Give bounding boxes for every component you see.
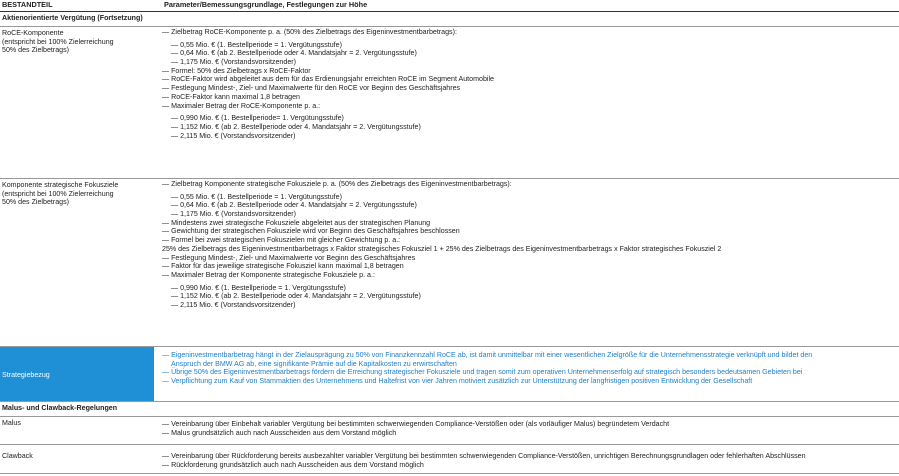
- formula-line: 25% des Zielbetrags des Eigeninvestmentbarbetrags x Faktor strategisches Fokusziel 1 + 25% des Zielbetrags des Eigeninvestmentbarbetrags x Faktor strategisches Fokusziel 2: [162, 244, 722, 253]
- list-item: — Malus grundsätzlich auch nach Ausscheiden aus dem Vorstand möglich: [162, 428, 397, 437]
- list-item: — 0,64 Mio. € (ab 2. Bestellperiode oder 4. Mandatsjahr = 2. Vergütungsstufe): [171, 201, 417, 210]
- row-subtitle: (entspricht bei 100% Zielerreichung: [2, 189, 114, 198]
- list-item: — Zielbetrag RoCE-Komponente p. a. (50% des Zielbetrags des Eigeninvestmentbarbetrags):: [162, 28, 457, 36]
- list-item: — Vereinbarung über Rückforderung bereits ausbezahlter variabler Vergütung bei bestimmten schwerwiegenden Compliance-Verstößen, unrichtigen Berechnungsgrundlagen oder fehlerhaften Abschlüssen: [162, 452, 806, 460]
- list-item: — 0,64 Mio. € (ab 2. Bestellperiode oder 4. Mandatsjahr = 2. Vergütungsstufe): [171, 49, 417, 58]
- table-row-malus: [0, 417, 899, 445]
- table-row-strategy-reference: [0, 347, 899, 402]
- list-item: — 2,115 Mio. € (Vorstandsvorsitzender): [171, 300, 296, 309]
- list-item: — 2,115 Mio. € (Vorstandsvorsitzender): [171, 131, 296, 140]
- row-label-cell-highlighted: [0, 347, 154, 401]
- list-item: — 0,990 Mio. € (1. Bestellperiode = 1. Vergütungsstufe): [171, 283, 346, 292]
- row-label-cell: [0, 445, 154, 473]
- row-title: Strategiebezug: [2, 371, 50, 379]
- list-item: — Formel: 50% des Zielbetrags x RoCE-Faktor: [162, 66, 311, 75]
- list-item: — Eigeninvestmentbarbetrag hängt in der Zielausprägung zu 50% von Finanzkennzahl RoCE ab, ist damit unmittelbar mit einer wesentlichen Zielgröße für die Unternehmensstrategie verknüpft und bildet den: [162, 351, 813, 359]
- table-row-roce: [0, 27, 899, 179]
- table-row-strategic-focus: [0, 179, 899, 347]
- list-item-continuation: Anspruch der BMW AG ab, eine signifikante Prämie auf die Kapitalkosten zu erwirtschaften: [171, 359, 457, 368]
- list-item: — Übrige 50% des Eigeninvestmentbarbetrags fördern die Erreichung strategischer Fokusziele und tragen somit zum operativen Unternehmenserfolg auf strategisch besonders bedeutsamen Gebieten bei: [162, 368, 803, 377]
- list-item: — 0,990 Mio. € (1. Bestellperiode= 1. Vergütungsstufe): [171, 114, 344, 123]
- row-title: Clawback: [2, 452, 33, 460]
- table-row-clawback: [0, 445, 899, 474]
- row-label-cell: [0, 417, 154, 444]
- row-title: RoCE-Komponente: [2, 29, 64, 37]
- row-title: Malus: [2, 419, 21, 427]
- row-content-cell: [162, 28, 897, 140]
- list-item: — Gewichtung der strategischen Fokusziele wird vor Beginn des Geschäftsjahres beschlossen: [162, 227, 460, 236]
- list-item: — RoCE-Faktor kann maximal 1,8 betragen: [162, 92, 300, 101]
- section-title: Malus- und Clawback-Regelungen: [2, 404, 118, 412]
- list-item: — Faktor für das jeweilige strategische Fokusziel kann maximal 1,8 betragen: [162, 262, 404, 271]
- row-content-cell: [162, 180, 897, 310]
- list-item: — Maximaler Betrag der Komponente strategische Fokusziele p. a.:: [162, 270, 375, 279]
- row-label-cell: [0, 179, 154, 346]
- section-title: Aktienorientierte Vergütung (Fortsetzung): [2, 14, 143, 22]
- list-item: — Vereinbarung über Einbehalt variabler Vergütung bei bestimmten schwerwiegenden Compliance-Verstößen oder (als vorläufiger Malus) begründetem Verdacht: [162, 420, 670, 428]
- row-content-cell: [162, 452, 897, 469]
- list-item: — Maximaler Betrag der RoCE-Komponente p. a.:: [162, 101, 321, 110]
- row-subtitle: 50% des Zielbetrags): [2, 198, 70, 207]
- section-heading-stock-based: [0, 12, 899, 27]
- row-title: Komponente strategische Fokusziele: [2, 181, 119, 189]
- row-content-cell: [162, 420, 897, 437]
- table-header: [0, 0, 899, 12]
- list-item: — Verpflichtung zum Kauf von Stammaktien des Unternehmens und Haltefrist von vier Jahren motiviert zusätzlich zur Unterstützung der langfristigen positiven Entwicklung der Gesellschaft: [162, 377, 753, 386]
- list-item: — 1,175 Mio. € (Vorstandsvorsitzender): [171, 58, 296, 67]
- list-item: — 0,55 Mio. € (1. Bestellperiode = 1. Vergütungsstufe): [171, 192, 342, 201]
- row-content-cell: [162, 351, 897, 386]
- row-subtitle: (entspricht bei 100% Zielerreichung: [2, 37, 114, 46]
- list-item: — Festlegung Mindest-, Ziel- und Maximalwerte vor Beginn des Geschäftsjahres: [162, 253, 416, 262]
- list-item: — 1,152 Mio. € (ab 2. Bestellperiode oder 4. Mandatsjahr = 2. Vergütungsstufe): [171, 122, 421, 131]
- row-subtitle: 50% des Zielbetrags): [2, 46, 70, 55]
- list-item: — Mindestens zwei strategische Fokusziele abgeleitet aus der strategischen Planung: [162, 218, 431, 227]
- header-col-component: BESTANDTEIL: [2, 0, 53, 9]
- header-col-parameters: Parameter/Bemessungsgrundlage, Festlegungen zur Höhe: [164, 0, 368, 9]
- list-item: — 0,55 Mio. € (1. Bestellperiode = 1. Vergütungsstufe): [171, 40, 342, 49]
- list-item: — Formel bei zwei strategischen Fokuszielen mit gleicher Gewichtung p. a.:: [162, 236, 401, 245]
- list-item: — 1,175 Mio. € (Vorstandsvorsitzender): [171, 210, 296, 219]
- list-item: — RoCE-Faktor wird abgeleitet aus dem für das Erdienungsjahr erreichten RoCE im Segment Automobile: [162, 75, 494, 84]
- row-label-cell: [0, 27, 154, 178]
- section-heading-malus-clawback: [0, 402, 899, 417]
- list-item: — 1,152 Mio. € (ab 2. Bestellperiode oder 4. Mandatsjahr = 2. Vergütungsstufe): [171, 292, 421, 301]
- list-item: — Festlegung Mindest-, Ziel- und Maximalwerte für den RoCE vor Beginn des Geschäftsjahres: [162, 84, 461, 93]
- list-item: — Zielbetrag Komponente strategische Fokusziele p. a. (50% des Zielbetrags des Eigeninvestmentbarbetrags):: [162, 180, 512, 188]
- list-item: — Rückforderung grundsätzlich auch nach Ausscheiden aus dem Vorstand möglich: [162, 460, 424, 469]
